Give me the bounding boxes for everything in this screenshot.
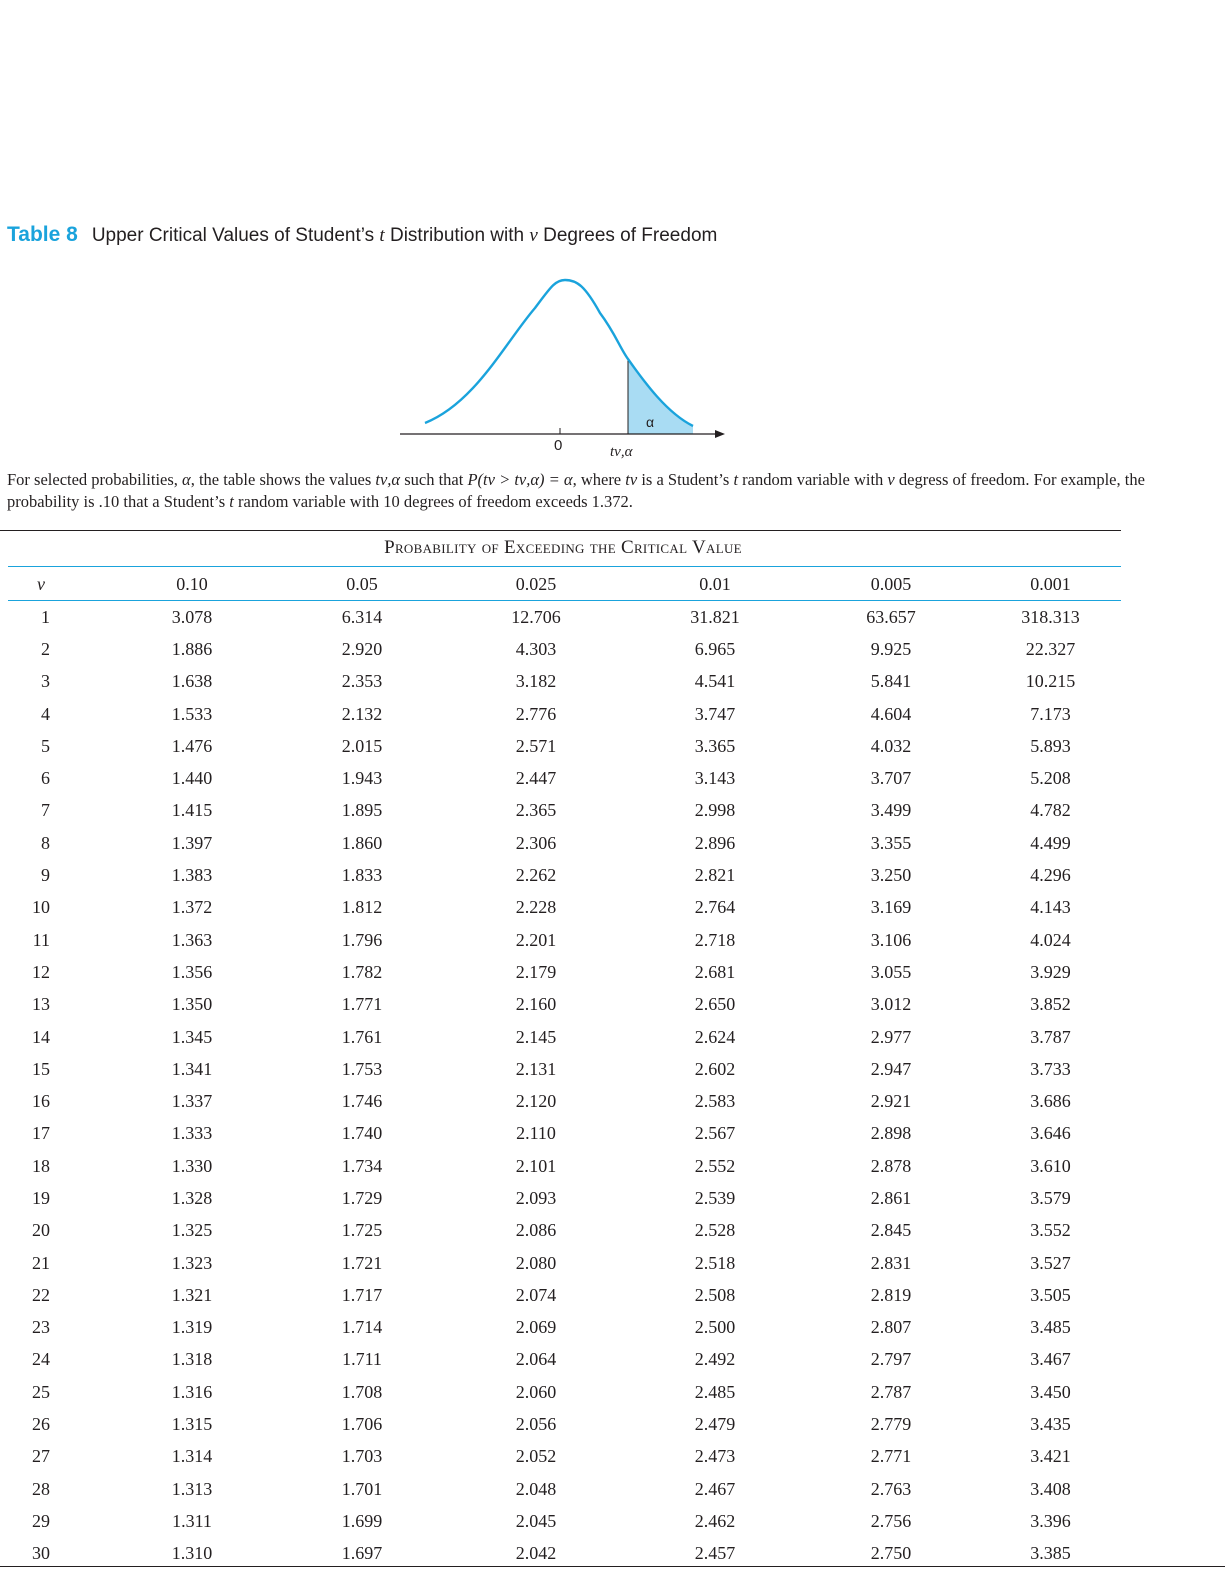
df-cell: 1	[41, 606, 50, 627]
value-cell: 3.421	[1030, 1446, 1071, 1467]
value-cell: 1.333	[171, 1123, 213, 1144]
value-cell: 2.681	[694, 961, 736, 982]
table-row	[0, 989, 1099, 1021]
value-cell: 1.316	[171, 1381, 213, 1402]
value-cell: 2.045	[515, 1510, 557, 1531]
value-cell: 3.929	[1030, 961, 1071, 982]
caption-part: random variable with 10 degrees of freedom exceeds 1.372.	[233, 492, 633, 511]
value-cell: 3.078	[171, 606, 213, 627]
value-cell: 4.032	[870, 735, 912, 756]
value-cell: 2.602	[694, 1058, 736, 1079]
caption-symbol: ν	[887, 470, 895, 489]
value-cell: 2.552	[694, 1155, 736, 1176]
table-row	[0, 924, 1099, 956]
value-cell: 2.878	[870, 1155, 912, 1176]
caption-part: random variable with	[738, 470, 888, 489]
value-cell: 1.356	[171, 961, 213, 982]
value-cell: 2.179	[515, 961, 557, 982]
df-cell: 27	[32, 1446, 50, 1467]
value-cell: 1.746	[341, 1091, 383, 1112]
df-cell: 25	[32, 1381, 50, 1402]
value-cell: 2.101	[515, 1155, 557, 1176]
table-row	[0, 730, 1099, 762]
value-cell: 2.977	[870, 1026, 912, 1047]
title-nu-symbol: ν	[529, 225, 538, 246]
probability-group-header: Probability of Exceeding the Critical Value	[384, 537, 742, 558]
critical-values-table	[0, 568, 1099, 1570]
table-row	[0, 666, 1099, 698]
value-cell: 2.756	[870, 1510, 912, 1531]
df-cell: 29	[32, 1510, 50, 1531]
value-cell: 2.447	[515, 768, 557, 789]
value-cell: 5.208	[1030, 768, 1071, 789]
value-cell: 2.069	[515, 1317, 557, 1338]
df-cell: 26	[32, 1414, 50, 1435]
value-cell: 3.250	[870, 865, 912, 886]
value-cell: 2.920	[341, 638, 383, 659]
value-cell: 2.807	[870, 1317, 912, 1338]
value-cell: 2.473	[694, 1446, 736, 1467]
table-row	[0, 1376, 1099, 1408]
df-cell: 4	[41, 703, 50, 724]
value-cell: 1.313	[171, 1478, 213, 1499]
table-bottom-rule	[0, 1566, 1225, 1567]
value-cell: 1.895	[341, 800, 383, 821]
column-header: 0.001	[1030, 574, 1071, 594]
value-cell: 3.396	[1030, 1510, 1071, 1531]
caption-part: degress of freedom. For example, the probability is .10 that a Student’s	[7, 470, 1145, 511]
value-cell: 1.363	[171, 929, 213, 950]
value-cell: 1.860	[341, 832, 383, 853]
value-cell: 1.345	[171, 1026, 213, 1047]
value-cell: 1.321	[171, 1284, 213, 1305]
value-cell: 3.610	[1030, 1155, 1071, 1176]
df-cell: 5	[41, 735, 50, 756]
caption-part: For selected probabilities,	[7, 470, 183, 489]
value-cell: 2.518	[694, 1252, 736, 1273]
value-cell: 2.508	[694, 1284, 736, 1305]
value-cell: 2.921	[870, 1091, 912, 1112]
value-cell: 2.228	[515, 897, 557, 918]
value-cell: 2.821	[694, 865, 736, 886]
value-cell: 3.435	[1030, 1414, 1071, 1435]
df-cell: 24	[32, 1349, 50, 1370]
value-cell: 2.056	[515, 1414, 557, 1435]
value-cell: 2.771	[870, 1446, 912, 1467]
value-cell: 2.052	[515, 1446, 557, 1467]
table-row	[0, 698, 1099, 730]
value-cell: 3.182	[515, 671, 557, 692]
value-cell: 2.845	[870, 1220, 912, 1241]
value-cell: 2.042	[515, 1543, 557, 1564]
value-cell: 1.328	[171, 1187, 213, 1208]
value-cell: 5.841	[870, 671, 912, 692]
table-top-rule	[0, 530, 1121, 531]
value-cell: 1.711	[342, 1349, 382, 1370]
value-cell: 2.060	[515, 1381, 557, 1402]
caption-part: , where	[572, 470, 626, 489]
table-row	[0, 956, 1099, 988]
value-cell: 4.143	[1030, 897, 1071, 918]
critical-value-label: tν,α	[610, 444, 633, 460]
value-cell: 2.479	[694, 1414, 736, 1435]
value-cell: 3.106	[870, 929, 912, 950]
table-row	[0, 1279, 1099, 1311]
value-cell: 1.323	[171, 1252, 213, 1273]
table-number: Table 8	[7, 223, 78, 246]
table-row	[0, 1247, 1099, 1279]
value-cell: 4.499	[1030, 832, 1071, 853]
table-row	[0, 1441, 1099, 1473]
table-row	[0, 633, 1099, 665]
value-cell: 6.314	[341, 606, 383, 627]
value-cell: 318.313	[1021, 606, 1080, 627]
value-cell: 3.505	[1030, 1284, 1071, 1305]
value-cell: 2.797	[870, 1349, 912, 1370]
value-cell: 3.385	[1030, 1543, 1071, 1564]
value-cell: 2.947	[870, 1058, 912, 1079]
column-header-nu: ν	[37, 574, 45, 594]
table-caption	[7, 469, 1217, 513]
value-cell: 1.325	[171, 1220, 213, 1241]
table-row	[0, 1085, 1099, 1117]
value-cell: 1.725	[341, 1220, 383, 1241]
table-row	[0, 892, 1099, 924]
table-row	[0, 1505, 1099, 1537]
value-cell: 3.707	[870, 768, 912, 789]
x-axis-arrowhead	[715, 430, 725, 438]
value-cell: 1.812	[341, 897, 383, 918]
value-cell: 3.055	[870, 961, 912, 982]
df-cell: 13	[32, 994, 50, 1015]
df-cell: 7	[41, 800, 50, 821]
value-cell: 1.943	[341, 768, 383, 789]
value-cell: 3.365	[694, 735, 736, 756]
value-cell: 1.476	[171, 735, 213, 756]
value-cell: 1.706	[341, 1414, 383, 1435]
value-cell: 1.314	[171, 1446, 213, 1467]
value-cell: 1.771	[341, 994, 383, 1015]
value-cell: 2.787	[870, 1381, 912, 1402]
caption-part: such that	[400, 470, 468, 489]
value-cell: 2.015	[341, 735, 383, 756]
value-cell: 2.567	[694, 1123, 736, 1144]
df-cell: 17	[32, 1123, 50, 1144]
value-cell: 2.462	[694, 1510, 736, 1531]
value-cell: 3.499	[870, 800, 912, 821]
value-cell: 2.764	[694, 897, 736, 918]
value-cell: 1.753	[341, 1058, 383, 1079]
df-cell: 6	[41, 768, 50, 789]
df-cell: 22	[32, 1284, 50, 1305]
value-cell: 2.201	[515, 929, 557, 950]
table-row	[0, 1118, 1099, 1150]
t-distribution-figure	[395, 268, 735, 468]
value-cell: 9.925	[870, 638, 912, 659]
value-cell: 3.852	[1030, 994, 1071, 1015]
caption-part: , the table shows the values	[190, 470, 376, 489]
column-header: 0.01	[699, 574, 731, 594]
title-t-symbol: t	[379, 225, 385, 246]
df-cell: 20	[32, 1220, 50, 1241]
value-cell: 3.646	[1030, 1123, 1071, 1144]
value-cell: 1.350	[171, 994, 213, 1015]
value-cell: 1.714	[341, 1317, 383, 1338]
df-cell: 16	[32, 1091, 50, 1112]
value-cell: 2.539	[694, 1187, 736, 1208]
value-cell: 1.782	[341, 961, 383, 982]
value-cell: 1.319	[171, 1317, 213, 1338]
df-cell: 10	[32, 897, 50, 918]
value-cell: 1.734	[341, 1155, 383, 1176]
value-cell: 1.440	[171, 768, 213, 789]
value-cell: 2.861	[870, 1187, 912, 1208]
df-cell: 23	[32, 1317, 50, 1338]
df-cell: 18	[32, 1155, 50, 1176]
value-cell: 2.074	[515, 1284, 557, 1305]
value-cell: 1.740	[341, 1123, 383, 1144]
value-cell: 2.467	[694, 1478, 736, 1499]
df-cell: 9	[41, 865, 50, 886]
value-cell: 2.896	[694, 832, 736, 853]
value-cell: 3.143	[694, 768, 736, 789]
value-cell: 3.733	[1030, 1058, 1071, 1079]
value-cell: 2.086	[515, 1220, 557, 1241]
value-cell: 31.821	[690, 606, 740, 627]
df-cell: 11	[32, 929, 50, 950]
value-cell: 12.706	[511, 606, 561, 627]
value-cell: 4.296	[1030, 865, 1071, 886]
column-header: 0.025	[515, 574, 557, 594]
value-cell: 1.415	[171, 800, 213, 821]
value-cell: 2.650	[694, 994, 736, 1015]
df-cell: 8	[41, 832, 50, 853]
value-cell: 2.583	[694, 1091, 736, 1112]
value-cell: 2.819	[870, 1284, 912, 1305]
value-cell: 2.898	[870, 1123, 912, 1144]
title-text-after: Degrees of Freedom	[537, 225, 718, 246]
column-header: 0.10	[176, 574, 208, 594]
value-cell: 1.311	[172, 1510, 212, 1531]
value-cell: 1.383	[171, 865, 213, 886]
value-cell: 2.160	[515, 994, 557, 1015]
value-cell: 1.533	[171, 703, 213, 724]
value-cell: 63.657	[866, 606, 916, 627]
caption-equation: P(tν > tν,α) = α	[467, 470, 573, 489]
table-row	[0, 1021, 1099, 1053]
value-cell: 2.750	[870, 1543, 912, 1564]
table-row	[0, 795, 1099, 827]
value-cell: 1.699	[341, 1510, 383, 1531]
value-cell: 1.341	[171, 1058, 213, 1079]
caption-symbol: t	[733, 470, 739, 489]
value-cell: 2.132	[341, 703, 383, 724]
value-cell: 1.708	[341, 1381, 383, 1402]
value-cell: 2.718	[694, 929, 736, 950]
df-cell: 3	[41, 671, 50, 692]
value-cell: 2.763	[870, 1478, 912, 1499]
value-cell: 3.467	[1030, 1349, 1071, 1370]
table-title	[7, 223, 717, 247]
value-cell: 2.831	[870, 1252, 912, 1273]
table-row	[0, 1473, 1099, 1505]
table-row	[0, 1312, 1099, 1344]
value-cell: 3.012	[870, 994, 912, 1015]
value-cell: 2.145	[515, 1026, 557, 1047]
column-header: 0.005	[870, 574, 912, 594]
value-cell: 2.998	[694, 800, 736, 821]
value-cell: 2.080	[515, 1252, 557, 1273]
value-cell: 2.776	[515, 703, 557, 724]
value-cell: 7.173	[1030, 703, 1071, 724]
value-cell: 3.527	[1030, 1252, 1071, 1273]
value-cell: 1.397	[171, 832, 213, 853]
value-cell: 10.215	[1025, 671, 1076, 692]
table-row	[0, 762, 1099, 794]
value-cell: 1.761	[341, 1026, 383, 1047]
value-cell: 3.552	[1030, 1220, 1071, 1241]
value-cell: 2.528	[694, 1220, 736, 1241]
caption-symbol: tν,α	[375, 470, 401, 489]
value-cell: 2.779	[870, 1414, 912, 1435]
df-cell: 21	[32, 1252, 50, 1273]
df-cell: 15	[32, 1058, 50, 1079]
value-cell: 1.372	[171, 897, 213, 918]
value-cell: 1.337	[171, 1091, 213, 1112]
value-cell: 3.747	[694, 703, 736, 724]
value-cell: 2.492	[694, 1349, 736, 1370]
value-cell: 1.886	[171, 638, 213, 659]
table-row	[0, 1408, 1099, 1440]
title-text-middle: Distribution with	[384, 225, 530, 246]
value-cell: 1.729	[341, 1187, 383, 1208]
value-cell: 2.353	[341, 671, 383, 692]
value-cell: 1.310	[171, 1543, 213, 1564]
value-cell: 1.318	[171, 1349, 213, 1370]
value-cell: 2.624	[694, 1026, 736, 1047]
value-cell: 1.703	[341, 1446, 383, 1467]
value-cell: 3.686	[1030, 1091, 1071, 1112]
value-cell: 2.048	[515, 1478, 557, 1499]
alpha-tail-shade	[628, 359, 693, 434]
value-cell: 1.330	[171, 1155, 213, 1176]
df-cell: 12	[32, 961, 50, 982]
value-cell: 1.721	[341, 1252, 383, 1273]
value-cell: 22.327	[1025, 638, 1076, 659]
value-cell: 4.782	[1030, 800, 1071, 821]
value-cell: 3.450	[1030, 1381, 1071, 1402]
caption-symbol: tν	[625, 470, 638, 489]
table-row	[0, 827, 1099, 859]
value-cell: 3.169	[870, 897, 912, 918]
header-top-rule	[8, 566, 1121, 567]
value-cell: 3.355	[870, 832, 912, 853]
zero-label: 0	[554, 437, 563, 454]
title-text-before: Upper Critical Values of Student’s	[91, 225, 380, 246]
alpha-label: α	[646, 414, 655, 430]
value-cell: 2.110	[516, 1123, 556, 1144]
table-row	[0, 1182, 1099, 1214]
value-cell: 5.893	[1030, 735, 1071, 756]
table-row	[0, 1344, 1099, 1376]
caption-symbol: t	[229, 492, 234, 511]
value-cell: 4.604	[870, 703, 912, 724]
column-header: 0.05	[346, 574, 378, 594]
value-cell: 2.131	[515, 1058, 557, 1079]
value-cell: 2.306	[515, 832, 557, 853]
value-cell: 4.541	[694, 671, 736, 692]
value-cell: 2.485	[694, 1381, 736, 1402]
caption-symbol: α	[182, 470, 191, 489]
df-cell: 30	[32, 1543, 50, 1564]
value-cell: 3.485	[1030, 1317, 1071, 1338]
value-cell: 2.500	[694, 1317, 736, 1338]
value-cell: 1.717	[341, 1284, 383, 1305]
table-row	[0, 1215, 1099, 1247]
caption-part: is a Student’s	[637, 470, 734, 489]
value-cell: 2.064	[515, 1349, 557, 1370]
df-cell: 2	[41, 638, 50, 659]
table-row	[0, 601, 1099, 633]
value-cell: 1.701	[341, 1478, 383, 1499]
value-cell: 3.787	[1030, 1026, 1071, 1047]
table-row	[0, 1150, 1099, 1182]
df-cell: 28	[32, 1478, 50, 1499]
value-cell: 1.638	[171, 671, 213, 692]
value-cell: 2.262	[515, 865, 557, 886]
column-header-row	[0, 568, 1099, 601]
value-cell: 2.457	[694, 1543, 736, 1564]
value-cell: 1.833	[341, 865, 383, 886]
value-cell: 1.796	[341, 929, 383, 950]
value-cell: 1.315	[171, 1414, 213, 1435]
value-cell: 2.120	[515, 1091, 557, 1112]
value-cell: 2.365	[515, 800, 557, 821]
table-row	[0, 1053, 1099, 1085]
df-cell: 19	[32, 1187, 50, 1208]
value-cell: 4.024	[1030, 929, 1071, 950]
value-cell: 2.093	[515, 1187, 557, 1208]
value-cell: 3.408	[1030, 1478, 1071, 1499]
value-cell: 1.697	[341, 1543, 383, 1564]
value-cell: 3.579	[1030, 1187, 1071, 1208]
value-cell: 4.303	[515, 638, 557, 659]
value-cell: 2.571	[515, 735, 557, 756]
table-row	[0, 859, 1099, 891]
df-cell: 14	[32, 1026, 50, 1047]
value-cell: 6.965	[694, 638, 736, 659]
